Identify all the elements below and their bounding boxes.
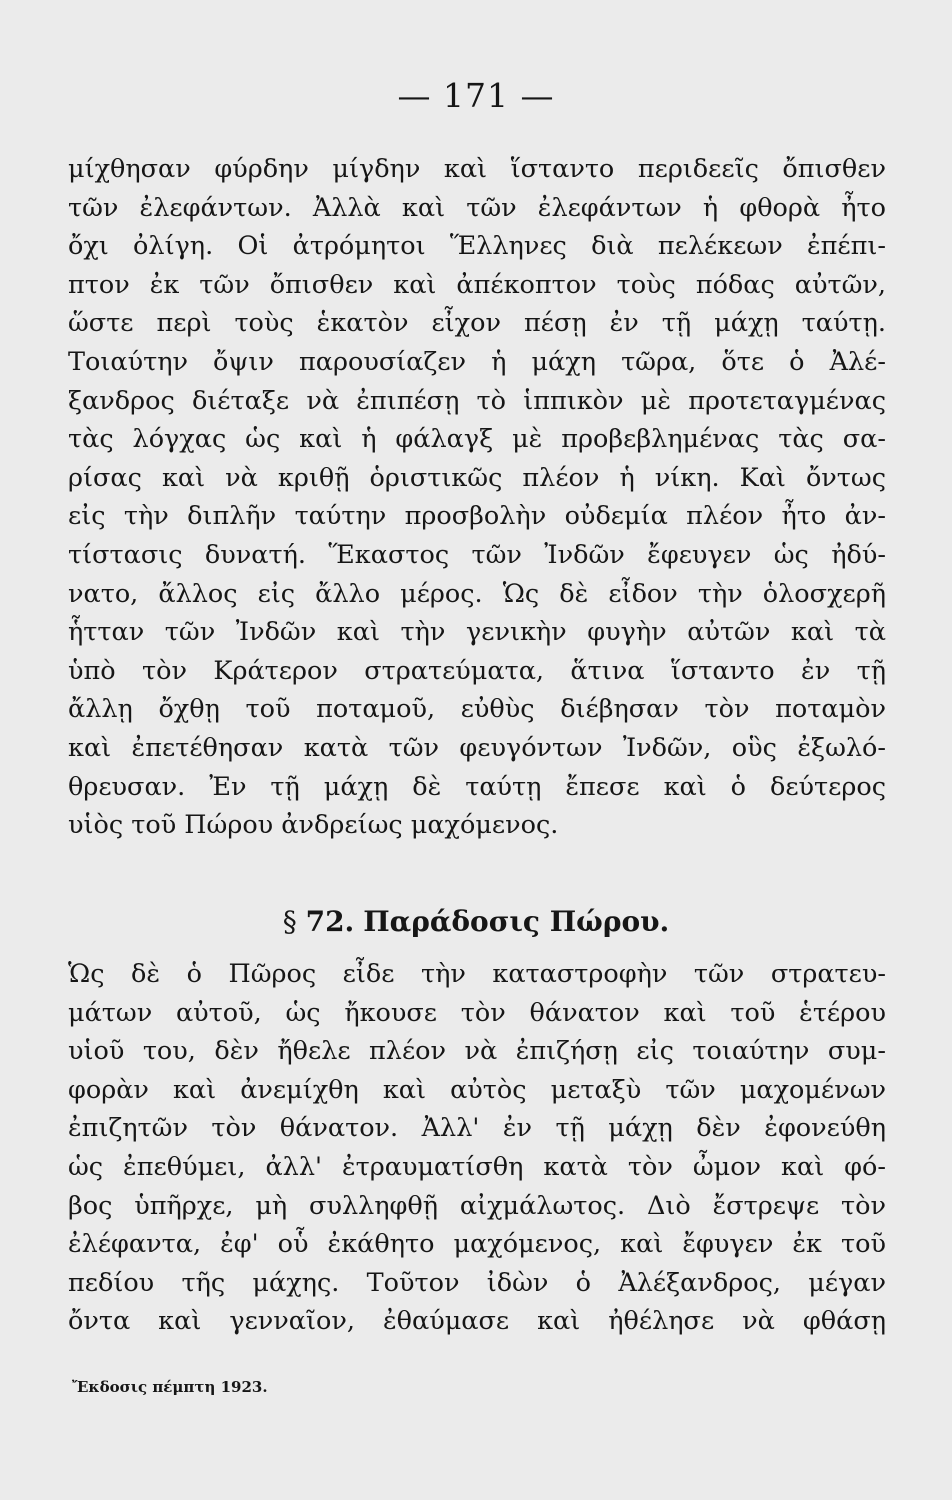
text-line: ὑπὸ τὸν Κράτερον στρατεύματα, ἅτινα ἵσταντο ἐν τῇ: [68, 655, 886, 686]
text-line: ἄλλῃ ὄχθῃ τοῦ ποταμοῦ, εὐθὺς διέβησαν τὸν ποταμὸν: [68, 694, 886, 725]
section-symbol: §: [282, 905, 297, 938]
text-line: ὄντα καὶ γενναῖον, ἐθαύμασε καὶ ἠθέλησε νὰ φθάσῃ: [68, 1306, 886, 1337]
text-line: ὥστε περὶ τοὺς ἑκατὸν εἶχον πέσῃ ἐν τῇ μάχῃ ταύτῃ.: [68, 308, 886, 339]
text-line: Τοιαύτην ὄψιν παρουσίαζεν ἡ μάχη τῶρα, ὅτε ὁ Ἀλέ-: [68, 346, 886, 377]
text-line: ξανδρος διέταξε νὰ ἐπιπέσῃ τὸ ἱππικὸν μὲ προτεταγμένας: [68, 385, 886, 416]
edition-footnote: Ἔκδοσις πέμπτη 1923.: [72, 1378, 268, 1396]
text-line: πεδίου τῆς μάχης. Τοῦτον ἰδὼν ὁ Ἀλέξανδρος, μέγαν: [68, 1267, 886, 1298]
section-title: Παράδοσις Πώρου.: [363, 905, 670, 938]
text-line: βος ὑπῆρχε, μὴ συλληφθῇ αἰχμάλωτος. Διὸ ἔστρεψε τὸν: [68, 1190, 886, 1221]
text-line: πτον ἐκ τῶν ὄπισθεν καὶ ἀπέκοπτον τοὺς πόδας αὐτῶν,: [68, 269, 886, 300]
text-line: ὄχι ὀλίγη. Οἱ ἀτρόμητοι Ἕλληνες διὰ πελέκεων ἐπέπι-: [68, 231, 886, 262]
text-line: φορὰν καὶ ἀνεμίχθη καὶ αὐτὸς μεταξὺ τῶν μαχομένων: [68, 1074, 886, 1105]
text-line: ἧτταν τῶν Ἰνδῶν καὶ τὴν γενικὴν φυγὴν αὐτῶν καὶ τὰ: [68, 617, 886, 648]
text-line: ρίσας καὶ νὰ κριθῇ ὁριστικῶς πλέον ἡ νίκη. Καὶ ὄντως: [68, 462, 886, 493]
page-number: — 171 —: [397, 76, 555, 115]
text-line: θρευσαν. Ἐν τῇ μάχῃ δὲ ταύτῃ ἔπεσε καὶ ὁ δεύτερος: [68, 771, 886, 802]
text-line: νατο, ἄλλος εἰς ἄλλο μέρος. Ὡς δὲ εἶδον τὴν ὁλοσχερῆ: [68, 578, 886, 609]
text-line: μίχθησαν φύρδην μίγδην καὶ ἵσταντο περιδεεῖς ὄπισθεν: [68, 154, 886, 184]
text-line: υἱοῦ του, δὲν ἤθελε πλέον νὰ ἐπιζήσῃ εἰς τοιαύτην συμ-: [68, 1036, 886, 1067]
text-line: υἱὸς τοῦ Πώρου ἀνδρείως μαχόμενος.: [68, 810, 559, 841]
text-line: εἰς τὴν διπλῆν ταύτην προσβολὴν οὐδεμία πλέον ἦτο ἀν-: [68, 501, 886, 532]
paragraph-battle-end: [68, 150, 886, 845]
text-line: ἐπιζητῶν τὸν θάνατον. Ἀλλ' ἐν τῇ μάχῃ δὲν ἐφονεύθη: [68, 1113, 886, 1144]
section-number: 72.: [305, 905, 355, 938]
paragraph-poros-surrender: [68, 955, 886, 1341]
text-line: μάτων αὐτοῦ, ὡς ἤκουσε τὸν θάνατον καὶ τοῦ ἑτέρου: [68, 997, 886, 1028]
text-line: ὡς ἐπεθύμει, ἀλλ' ἐτραυματίσθη κατὰ τὸν ὦμον καὶ φό-: [68, 1151, 886, 1182]
text-line: Ὡς δὲ ὁ Πῶρος εἶδε τὴν καταστροφὴν τῶν στρατευ-: [68, 959, 886, 989]
text-line: ἐλέφαντα, ἐφ' οὗ ἐκάθητο μαχόμενος, καὶ ἔφυγεν ἐκ τοῦ: [68, 1229, 886, 1260]
text-line: τὰς λόγχας ὡς καὶ ἡ φάλαγξ μὲ προβεβλημένας τὰς σα-: [68, 424, 886, 455]
section-heading: [0, 902, 952, 942]
text-line: καὶ ἐπετέθησαν κατὰ τῶν φευγόντων Ἰνδῶν, οὓς ἐξωλό-: [68, 732, 886, 763]
text-line: τῶν ἐλεφάντων. Ἀλλὰ καὶ τῶν ἐλεφάντων ἡ φθορὰ ἦτο: [68, 192, 886, 223]
text-line: τίστασις δυνατή. Ἕκαστος τῶν Ἰνδῶν ἔφευγεν ὡς ἠδύ-: [68, 539, 886, 570]
